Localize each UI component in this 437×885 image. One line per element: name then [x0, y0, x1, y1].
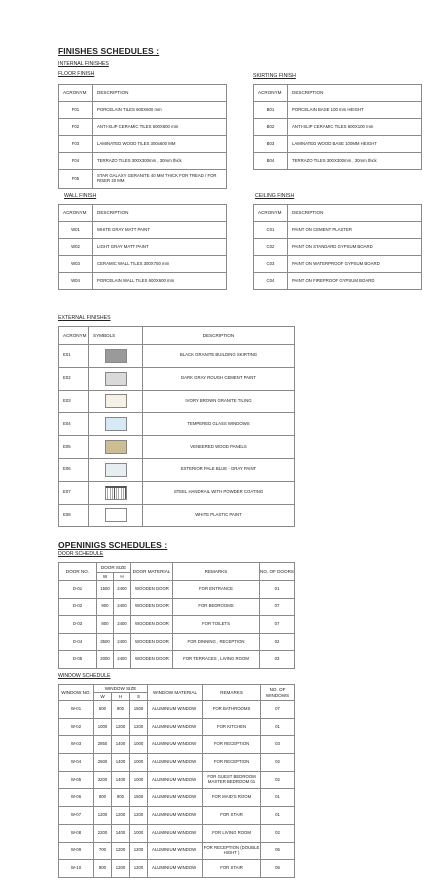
table-row	[59, 170, 227, 189]
acronym-cell: E04	[59, 413, 89, 436]
description-cell: LAMINATED WOOD BASE 100MM HEIGHT	[288, 136, 422, 153]
material-swatch	[105, 417, 127, 431]
table-row	[59, 824, 295, 842]
material-cell: ALUMINIUM WINDOW	[148, 807, 203, 825]
table-row	[254, 239, 422, 256]
material-cell: ALUMINIUM WINDOW	[148, 824, 203, 842]
width-cell: 3200	[94, 771, 112, 789]
description-cell: TERRAZO TILES 300X300mm , 30mm thick	[93, 153, 227, 170]
header-row	[59, 327, 295, 345]
symbol-cell	[89, 413, 143, 436]
height-cell: 1400	[112, 771, 130, 789]
count-cell: 03	[260, 651, 295, 669]
height-cell: 1200	[112, 807, 130, 825]
table-row	[59, 771, 295, 789]
symbol-cell	[89, 436, 143, 459]
description-cell: TEMPERED GLASS WINDOWS	[143, 413, 295, 436]
sill-cell: 1200	[130, 842, 148, 860]
symbols-header: SYMBOLS	[89, 327, 143, 345]
remarks-cell: FOR MAID'S ROOM	[203, 789, 261, 807]
acronym-cell: F01	[59, 102, 93, 119]
table-row	[59, 807, 295, 825]
table-row	[59, 842, 295, 860]
count-cell: 05	[261, 860, 295, 878]
width-cell: 1000	[94, 718, 112, 736]
table-row	[59, 736, 295, 754]
count-cell: 07	[260, 598, 295, 616]
description-cell: VENEERED WOOD PANELS	[143, 436, 295, 459]
description-cell: LAMINATED WOOD TILES 300x600 MM	[93, 136, 227, 153]
table-row	[254, 153, 422, 170]
description-cell: BLACK GRANITE BUILDING SKIRTING	[143, 345, 295, 368]
height-cell: 2400	[114, 633, 131, 651]
finishes-title: FINISHES SCHEDULES :	[58, 46, 160, 56]
description-cell: EXTERIOR PALE BLUE - GRAY PAINT	[143, 458, 295, 481]
header-row	[59, 85, 227, 102]
symbol-cell	[89, 481, 143, 504]
door-no-header: DOOR NO.	[59, 563, 97, 581]
description-cell: ANTI-SLIP CERAMIC TILES 600X100 mm	[288, 119, 422, 136]
count-cell: 07	[261, 701, 295, 719]
material-cell: ALUMINIUM WINDOW	[148, 754, 203, 772]
material-swatch	[105, 486, 127, 500]
acronym-cell: W01	[59, 222, 93, 239]
wall-finish-title: WALL FINISH	[64, 193, 97, 199]
window-no-cell: W-04	[59, 754, 94, 772]
height-cell: 900	[112, 789, 130, 807]
window-no-cell: W-02	[59, 718, 94, 736]
remarks-cell: FOR STAIR	[203, 807, 261, 825]
width-cell: 2000	[97, 651, 114, 669]
height-cell: 2400	[114, 651, 131, 669]
table-row	[59, 701, 295, 719]
remarks-cell: FOR RECEPTION (DOUBLE HIGHT )	[203, 842, 261, 860]
description-header: DESCRIPTION	[143, 327, 295, 345]
width-cell: 800	[97, 616, 114, 634]
window-count-header: NO. OF WINDOWS	[261, 685, 295, 701]
remarks-cell: FOR GUEST BEDROOM MASTER BEDROOM 01	[203, 771, 261, 789]
width-cell: 800	[94, 789, 112, 807]
window-remarks-header: REMARKS	[203, 685, 261, 701]
count-cell: 07	[260, 616, 295, 634]
acronym-cell: E01	[59, 345, 89, 368]
header-row	[254, 205, 422, 222]
material-swatch	[105, 440, 127, 454]
table-row	[59, 222, 227, 239]
material-cell: ALUMINIUM WINDOW	[148, 736, 203, 754]
door-schedule-table	[58, 562, 295, 669]
description-cell: LIGHT GRAY MATT PAINT	[93, 239, 227, 256]
acronym-cell: C03	[254, 256, 288, 273]
material-cell: ALUMINIUM WINDOW	[148, 701, 203, 719]
ceiling-finish-table	[253, 204, 422, 290]
description-cell: PAINT ON STANDARD GYPSUM BOARD	[288, 239, 422, 256]
description-cell: PAINT ON WATERPROOF GYPSUM BOARD	[288, 256, 422, 273]
acronym-cell: W02	[59, 239, 93, 256]
window-schedule-table	[58, 684, 295, 878]
table-row	[59, 239, 227, 256]
height-cell: 1400	[112, 754, 130, 772]
door-no-cell: D-01	[59, 581, 97, 599]
width-cell: 2850	[94, 736, 112, 754]
acronym-cell: C01	[254, 222, 288, 239]
table-row	[59, 136, 227, 153]
height-cell: 2400	[114, 598, 131, 616]
door-remarks-header: REMARKS	[173, 563, 260, 581]
material-cell: WOODEN DOOR	[131, 616, 173, 634]
acronym-cell: E03	[59, 390, 89, 413]
height-cell: 1400	[112, 736, 130, 754]
table-row	[254, 119, 422, 136]
header-row	[59, 205, 227, 222]
material-cell: ALUMINIUM WINDOW	[148, 771, 203, 789]
material-swatch	[105, 463, 127, 477]
window-schedule-title: WINDOW SCHEDULE	[58, 673, 111, 679]
floor-finish-table	[58, 84, 227, 189]
material-cell: ALUMINIUM WINDOW	[148, 860, 203, 878]
remarks-cell: FOR KITCHEN	[203, 718, 261, 736]
height-cell: 900	[112, 701, 130, 719]
material-cell: WOODEN DOOR	[131, 633, 173, 651]
door-no-cell: D-04	[59, 633, 97, 651]
description-cell: ANTI-SLIP CERAMIC TILES 600X600 mm	[93, 119, 227, 136]
acronym-cell: E05	[59, 436, 89, 459]
count-cell: 03	[261, 736, 295, 754]
material-cell: ALUMINIUM WINDOW	[148, 842, 203, 860]
acronym-header: ACRONYM	[59, 85, 93, 102]
header-row	[254, 85, 422, 102]
description-cell: PORCELAIN WALL TILES 600X600 mm	[93, 273, 227, 290]
width-cell: 900	[94, 860, 112, 878]
description-cell: PORCELAIN BASE 100 mm HEIGHT	[288, 102, 422, 119]
openings-title: OPENINIGS SCHEDULES :	[58, 540, 168, 550]
sill-cell: 1000	[130, 736, 148, 754]
window-s-header: S	[130, 693, 148, 701]
table-row	[59, 860, 295, 878]
width-cell: 2200	[94, 824, 112, 842]
skirting-finish-table	[253, 84, 422, 170]
width-cell: 600	[94, 701, 112, 719]
table-row	[59, 616, 295, 634]
table-row	[59, 345, 295, 368]
symbol-cell	[89, 458, 143, 481]
table-row	[59, 367, 295, 390]
door-material-header: DOOR MATERIAL	[131, 563, 173, 581]
description-cell: STAR GALAXY GERANITE 40 MM THICK FOR TREAD / FOR RISER 20 MM	[93, 170, 227, 189]
count-cell: 02	[261, 771, 295, 789]
table-row	[59, 119, 227, 136]
symbol-cell	[89, 345, 143, 368]
symbol-cell	[89, 367, 143, 390]
table-row	[59, 458, 295, 481]
acronym-cell: B04	[254, 153, 288, 170]
table-row	[59, 504, 295, 527]
ceiling-finish-title: CEILING FINISH	[255, 193, 295, 199]
acronym-header: ACRONYM	[254, 205, 288, 222]
count-cell: 01	[261, 807, 295, 825]
external-finishes-table	[58, 326, 295, 527]
remarks-cell: FOR STAIR	[203, 860, 261, 878]
door-h-header: H	[114, 573, 131, 581]
width-cell: 1500	[97, 581, 114, 599]
remarks-cell: FOR RECEPTION	[203, 736, 261, 754]
material-swatch	[105, 372, 127, 386]
remarks-cell: FOR RECEPTION	[203, 754, 261, 772]
sill-cell: 1200	[130, 807, 148, 825]
count-cell: 05	[261, 842, 295, 860]
door-size-header: DOOR SIZE	[97, 563, 131, 573]
acronym-cell: W03	[59, 256, 93, 273]
acronym-cell: F02	[59, 119, 93, 136]
remarks-cell: FOR BEDROOMS	[173, 598, 260, 616]
description-cell: PAINT ON CEMENT PLASTER	[288, 222, 422, 239]
table-row	[254, 273, 422, 290]
sill-cell: 1000	[130, 771, 148, 789]
symbol-cell	[89, 504, 143, 527]
acronym-cell: E06	[59, 458, 89, 481]
acronym-cell: E02	[59, 367, 89, 390]
floor-finish-title: FLOOR FINISH	[58, 71, 95, 77]
description-header: DESCRIPTION	[288, 205, 422, 222]
table-row	[254, 136, 422, 153]
description-cell: WHITE PLASTIC PAINT	[143, 504, 295, 527]
height-cell: 2400	[114, 616, 131, 634]
table-row	[254, 256, 422, 273]
window-no-header: WINDOW NO.	[59, 685, 94, 701]
description-cell: PORCELAIN TILES 600X600 mm	[93, 102, 227, 119]
height-cell: 1200	[112, 860, 130, 878]
remarks-cell: FOR DINNING , RECEPTION	[173, 633, 260, 651]
acronym-cell: C04	[254, 273, 288, 290]
table-row	[254, 222, 422, 239]
acronym-cell: B02	[254, 119, 288, 136]
table-row	[59, 413, 295, 436]
width-cell: 3500	[97, 633, 114, 651]
width-cell: 900	[97, 598, 114, 616]
external-finishes-title: EXTERNAL FINISHES	[58, 315, 111, 321]
acronym-cell: C02	[254, 239, 288, 256]
window-w-header: W	[94, 693, 112, 701]
door-no-cell: D-03	[59, 616, 97, 634]
material-cell: WOODEN DOOR	[131, 581, 173, 599]
table-row	[59, 789, 295, 807]
table-row	[59, 633, 295, 651]
sill-cell: 1200	[130, 860, 148, 878]
acronym-cell: E08	[59, 504, 89, 527]
window-no-cell: W-06	[59, 789, 94, 807]
table-row	[59, 718, 295, 736]
height-cell: 2400	[114, 581, 131, 599]
window-no-cell: W-03	[59, 736, 94, 754]
acronym-header: ACRONYM	[59, 327, 89, 345]
description-cell: TERRAZO TILES 300X300mm , 30mm thick	[288, 153, 422, 170]
remarks-cell: FOR TERRACES , LIVING ROOM	[173, 651, 260, 669]
table-row	[59, 256, 227, 273]
acronym-cell: F03	[59, 136, 93, 153]
width-cell: 700	[94, 842, 112, 860]
symbol-cell	[89, 390, 143, 413]
sill-cell: 1500	[130, 789, 148, 807]
window-no-cell: W-09	[59, 842, 94, 860]
table-row	[59, 651, 295, 669]
window-material-header: WINDOW MATERIAL	[148, 685, 203, 701]
sill-cell: 1200	[130, 718, 148, 736]
material-swatch	[105, 508, 127, 522]
height-cell: 1200	[112, 718, 130, 736]
sill-cell: 1000	[130, 824, 148, 842]
description-cell: DARK GRAY ROUGH CEMENT PAINT	[143, 367, 295, 390]
internal-finishes-title: INTERNAL FINISHES	[58, 61, 109, 67]
remarks-cell: FOR TOILETS	[173, 616, 260, 634]
count-cell: 01	[260, 581, 295, 599]
window-no-cell: W-07	[59, 807, 94, 825]
description-cell: IVORY BROWN GRANITE TILING	[143, 390, 295, 413]
door-w-header: W	[97, 573, 114, 581]
description-cell: CERAMIC WALL TILES 300X750 mm	[93, 256, 227, 273]
description-cell: WHITE GRAY MATT PAINT	[93, 222, 227, 239]
window-h-header: H	[112, 693, 130, 701]
window-no-cell: W-05	[59, 771, 94, 789]
description-cell: STEEL HANDRAIL WITH POWDER COATING	[143, 481, 295, 504]
sill-cell: 1500	[130, 701, 148, 719]
window-no-cell: W-10	[59, 860, 94, 878]
table-row	[59, 481, 295, 504]
table-row	[59, 436, 295, 459]
door-no-cell: D-02	[59, 598, 97, 616]
material-cell: WOODEN DOOR	[131, 598, 173, 616]
table-row	[59, 581, 295, 599]
count-cell: 01	[261, 789, 295, 807]
skirting-finish-title: SKIRTING FINISH	[253, 73, 296, 79]
material-cell: ALUMINIUM WINDOW	[148, 789, 203, 807]
description-header: DESCRIPTION	[93, 85, 227, 102]
acronym-header: ACRONYM	[254, 85, 288, 102]
table-row	[59, 754, 295, 772]
width-cell: 1200	[94, 807, 112, 825]
material-swatch	[105, 394, 127, 408]
window-no-cell: W-08	[59, 824, 94, 842]
door-schedule-title: DOOR SCHEDULE	[58, 551, 104, 557]
count-cell: 01	[261, 718, 295, 736]
sill-cell: 1000	[130, 754, 148, 772]
acronym-header: ACRONYM	[59, 205, 93, 222]
acronym-cell: B01	[254, 102, 288, 119]
description-header: DESCRIPTION	[93, 205, 227, 222]
window-no-cell: W-01	[59, 701, 94, 719]
acronym-cell: E07	[59, 481, 89, 504]
table-row	[59, 273, 227, 290]
count-cell: 02	[260, 633, 295, 651]
table-row	[59, 153, 227, 170]
description-cell: PAINT ON FIREPROOF GYPSUM BOARD	[288, 273, 422, 290]
acronym-cell: F04	[59, 153, 93, 170]
height-cell: 1400	[112, 824, 130, 842]
count-cell: 02	[261, 754, 295, 772]
wall-finish-table	[58, 204, 227, 290]
remarks-cell: FOR LIVING ROOM	[203, 824, 261, 842]
table-row	[254, 102, 422, 119]
acronym-cell: F05	[59, 170, 93, 189]
material-cell: WOODEN DOOR	[131, 651, 173, 669]
acronym-cell: W04	[59, 273, 93, 290]
window-size-header: WINDOW SIZE	[94, 685, 148, 693]
material-swatch	[105, 349, 127, 363]
table-row	[59, 598, 295, 616]
count-cell: 02	[261, 824, 295, 842]
table-row	[59, 102, 227, 119]
door-no-cell: D-05	[59, 651, 97, 669]
remarks-cell: FOR ENTRANCE	[173, 581, 260, 599]
description-header: DESCRIPTION	[288, 85, 422, 102]
door-count-header: NO. OF DOORS	[260, 563, 295, 581]
width-cell: 2500	[94, 754, 112, 772]
height-cell: 1200	[112, 842, 130, 860]
material-cell: ALUMINIUM WINDOW	[148, 718, 203, 736]
remarks-cell: FOR BATHROOMS	[203, 701, 261, 719]
acronym-cell: B03	[254, 136, 288, 153]
table-row	[59, 390, 295, 413]
